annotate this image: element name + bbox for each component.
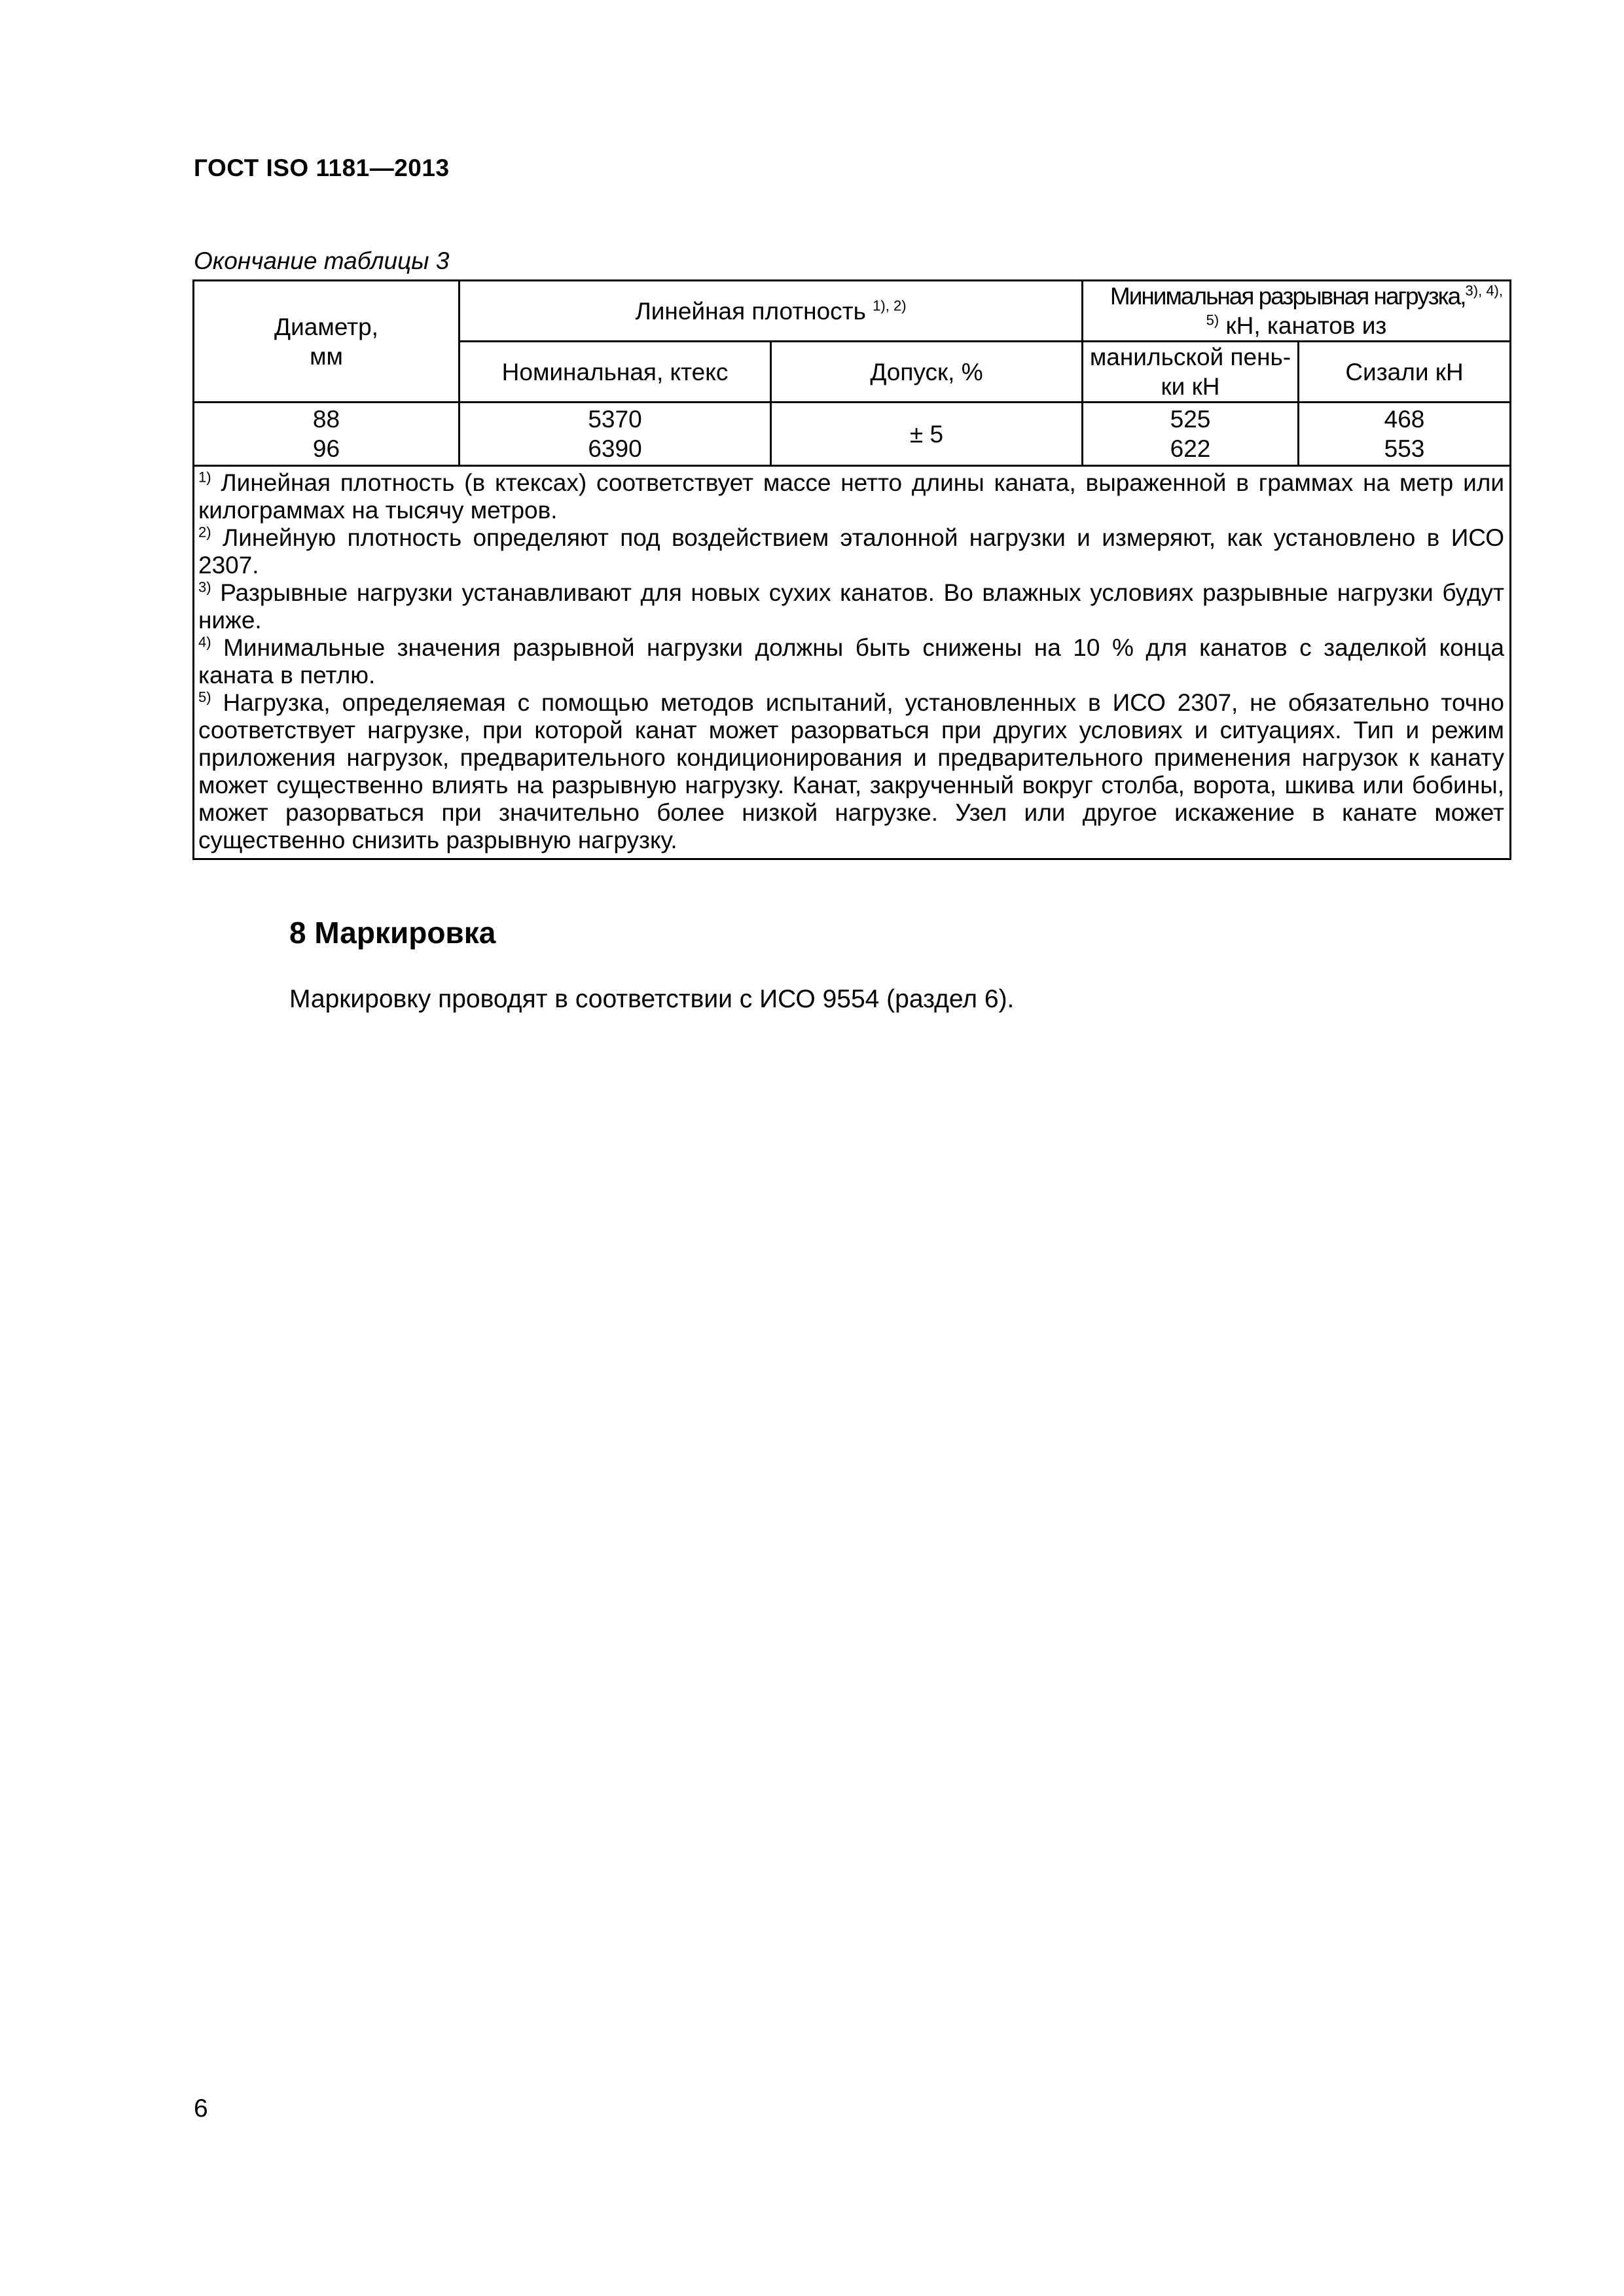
- cell-nominal-value: 5370: [588, 406, 642, 433]
- cell-diameter-value: 88: [312, 406, 340, 433]
- cell-manila: [1083, 403, 1299, 466]
- cell-diameter: [194, 403, 460, 466]
- cell-nominal-value: 6390: [588, 435, 642, 462]
- cell-nominal: [460, 403, 771, 466]
- note-text: Линейная плотность (в ктексах) соответствует массе нетто длины каната, выраженной в граммах на метр или килограммах на тысячу метров.: [198, 469, 1504, 524]
- note-text: Нагрузка, определяемая с помощью методов испытаний, установленных в ИСО 2307, не обязательно точно соответствует нагрузке, при которой канат может разорваться при других условиях и ситуациях. Тип и режим приложения нагрузок, предварительного кондиционирования и предварительного применения нагрузок к канату может существенно влиять на разрывную нагрузку. Канат, закрученный вокруг столба, ворота, шкива или бобины, может разорваться при значительно более низкой нагрузке. Узел или другое искажение в канате может существенно снизить разрывную нагрузку.: [198, 689, 1504, 853]
- table-notes: [194, 466, 1511, 859]
- note-ref: 3): [198, 579, 211, 596]
- subheader-sisal: Сизали кН: [1299, 342, 1511, 403]
- cell-sisal-value: 468: [1384, 406, 1425, 433]
- table-notes-row: [194, 466, 1511, 859]
- note-ref: 4): [198, 634, 211, 651]
- subheader-manila: [1083, 342, 1299, 403]
- header-min-load-tail: кН, канатов из: [1225, 312, 1387, 339]
- subheader-tolerance: Допуск, %: [771, 342, 1083, 403]
- subheader-manila-line1: манильской пень-: [1089, 344, 1291, 370]
- note-ref: 5): [198, 689, 211, 706]
- page-number: 6: [194, 2094, 208, 2123]
- note-text: Минимальные значения разрывной нагрузки должны быть снижены на 10 % для канатов с заделкой конца каната в петлю.: [198, 634, 1504, 689]
- cell-tolerance: ± 5: [771, 403, 1083, 466]
- cell-manila-value: 525: [1170, 406, 1211, 433]
- table-note: [198, 689, 1504, 854]
- header-diameter-unit: мм: [310, 342, 343, 370]
- note-ref: 2): [198, 524, 211, 541]
- table-header-row: [194, 281, 1511, 342]
- table-caption: Окончание таблицы 3: [194, 247, 450, 274]
- cell-manila-value: 622: [1170, 435, 1211, 462]
- rope-properties-table: [192, 279, 1511, 860]
- footnote-ref-1-2: 1), 2): [873, 297, 907, 314]
- table-note: [198, 634, 1504, 689]
- table-note: [198, 524, 1504, 579]
- section-paragraph: Маркировку проводят в соответствии с ИСО 9554 (раздел 6).: [289, 985, 1015, 1013]
- header-diameter-label: Диаметр,: [274, 313, 378, 340]
- cell-sisal: [1299, 403, 1511, 466]
- note-text: Разрывные нагрузки устанавливают для новых сухих канатов. Во влажных условиях разрывные нагрузки будут ниже.: [198, 579, 1505, 634]
- subheader-manila-line2: ки кН: [1161, 373, 1220, 400]
- footnote-ref-5: 5): [1206, 312, 1219, 329]
- table-data-row: [194, 403, 1511, 466]
- table-note: [198, 469, 1504, 524]
- table-note: [198, 579, 1504, 634]
- header-min-load-label: Минимальная разрывная нагрузка,: [1110, 283, 1466, 310]
- header-min-breaking-load: [1083, 281, 1511, 342]
- header-linear-density-label: Линейная плотность: [635, 297, 866, 325]
- document-header: ГОСТ ISO 1181—2013: [194, 154, 450, 181]
- note-text: Линейную плотность определяют под воздействием эталонной нагрузки и измеряют, как установлено в ИСО 2307.: [198, 524, 1504, 579]
- footnote-ref-3-4: 3), 4),: [1465, 282, 1503, 299]
- header-diameter: [194, 281, 460, 403]
- cell-sisal-value: 553: [1384, 435, 1425, 462]
- subheader-nominal: Номинальная, ктекс: [460, 342, 771, 403]
- cell-diameter-value: 96: [312, 435, 340, 462]
- note-ref: 1): [198, 469, 211, 486]
- section-title: 8 Маркировка: [289, 916, 496, 950]
- header-linear-density: [460, 281, 1083, 342]
